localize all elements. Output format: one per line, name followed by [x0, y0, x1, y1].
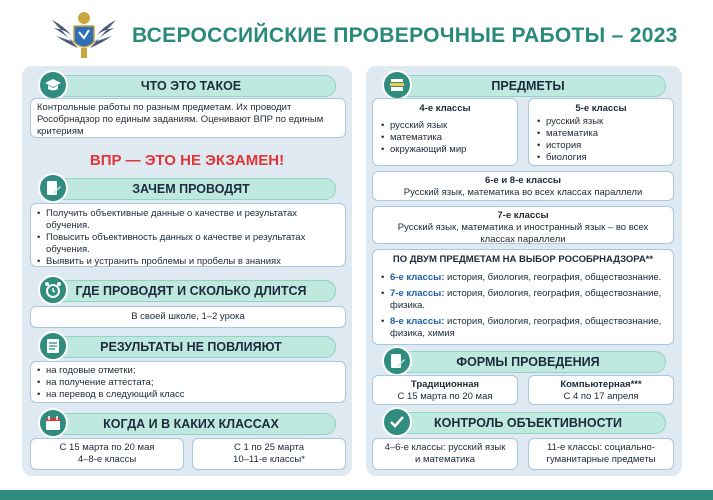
section-control-heading: КОНТРОЛЬ ОБЪЕКТИВНОСТИ: [390, 412, 666, 434]
section-where-text: В своей школе, 1–2 урока: [30, 306, 346, 328]
calendar-icon: [38, 408, 68, 438]
choice-grade: 6-е классы:: [390, 272, 445, 283]
choice-grade: 8-е классы:: [390, 316, 445, 327]
grade-4-box: [372, 98, 518, 166]
list-item: • на годовые отметки;: [37, 365, 339, 377]
left-panel: [22, 66, 352, 476]
list-item: • Выявить и устранить проблемы и пробелы в знаниях: [37, 256, 339, 268]
section-when-heading: КОГДА И В КАКИХ КЛАССАХ: [46, 413, 336, 435]
form-traditional-box: [372, 375, 518, 405]
form-dates: С 4 по 17 апреля: [563, 391, 639, 402]
list-item: • биология: [537, 152, 665, 164]
section-forms-heading: ФОРМЫ ПРОВЕДЕНИЯ: [390, 351, 666, 373]
grade-7-text: Русский язык, математика и иностранный язык – во всех классах параллели: [397, 222, 649, 245]
when-grades: 10–11-е классы*: [233, 454, 305, 465]
choice-row: [381, 272, 665, 284]
alarm-clock-icon: [38, 275, 68, 305]
eagle-emblem-logo: [48, 6, 120, 62]
form-title: Традиционная: [410, 379, 480, 390]
form-computer-box: [528, 375, 674, 405]
form-title: Компьютерная***: [560, 379, 642, 390]
section-what-heading: ЧТО ЭТО ТАКОЕ: [46, 75, 336, 97]
section-why-list: [30, 203, 346, 267]
choice-row: [381, 316, 665, 340]
grade-6-8-box: [372, 171, 674, 201]
not-an-exam-banner: ВПР — ЭТО НЕ ЭКЗАМЕН!: [89, 152, 285, 169]
choice-row: [381, 288, 665, 312]
list-item: • математика: [381, 132, 509, 144]
grade-6-8-text: Русский язык, математика во всех классах параллели: [403, 187, 643, 198]
section-what-text: Контрольные работы по разным предметам. Их проводит Рособрнадзор по единым заданиям. Оценивают ВПР по единым критериям: [30, 98, 346, 138]
list-item: • математика: [537, 128, 665, 140]
section-why-heading: ЗАЧЕМ ПРОВОДЯТ: [46, 178, 336, 200]
list-item: • Получить объективные данные о качестве и результатах обучения.: [37, 208, 339, 232]
grade-7-title: 7-е классы: [497, 210, 549, 221]
section-results-list: [30, 361, 346, 403]
list-item: • на получение аттестата;: [37, 377, 339, 389]
bottom-band: [0, 490, 713, 500]
grade-5-title: 5-е классы: [575, 103, 627, 114]
when-box-10-11: [192, 438, 346, 470]
when-grades: 4–8-е классы: [77, 454, 137, 465]
grade-5-box: [528, 98, 674, 166]
document-edit-icon: [382, 346, 412, 376]
choice-subjects: история, биология, география, обществознание, физика, химия: [390, 316, 662, 339]
checklist-icon: [38, 331, 68, 361]
when-box-4-8: [30, 438, 184, 470]
when-dates: С 1 по 25 марта: [233, 442, 305, 453]
when-dates: С 15 марта по 20 мая: [59, 442, 155, 453]
section-results-heading: РЕЗУЛЬТАТЫ НЕ ПОВЛИЯЮТ: [46, 336, 336, 358]
grade-7-box: [372, 206, 674, 244]
section-subjects-heading: ПРЕДМЕТЫ: [390, 75, 666, 97]
grade-6-8-title: 6-е и 8-е классы: [484, 175, 562, 186]
document-edit-icon: [38, 173, 68, 203]
choice-title: ПО ДВУМ ПРЕДМЕТАМ НА ВЫБОР РОСОБРНАДЗОРА**: [392, 254, 654, 265]
choice-subjects: история, биология, география, обществознание.: [444, 272, 662, 283]
list-item: • русский язык: [537, 116, 665, 128]
choice-grade: 7-е классы:: [390, 288, 445, 299]
control-box-4-6: 4–6-е классы: русский язык и математика: [372, 438, 518, 470]
graduation-cap-icon: [38, 70, 68, 100]
choice-subjects: история, биология, география, обществознание, физика.: [390, 288, 662, 311]
list-item: • на перевод в следующий класс: [37, 389, 339, 401]
books-icon: [382, 70, 412, 100]
right-panel: [366, 66, 682, 476]
list-item: • история: [537, 140, 665, 152]
control-box-11: 11-е классы: социально-гуманитарные предметы: [528, 438, 674, 470]
list-item: • русский язык: [381, 120, 509, 132]
grade-4-title: 4-е классы: [419, 103, 471, 114]
list-item: • Повысить объективность данных о качестве и результатах обучения.: [37, 232, 339, 256]
page-title: ВСЕРОССИЙСКИЕ ПРОВЕРОЧНЫЕ РАБОТЫ – 2023: [132, 24, 678, 47]
choice-subjects-box: [372, 249, 674, 345]
list-item: • окружающий мир: [381, 144, 509, 156]
checkmark-icon: [382, 407, 412, 437]
form-dates: С 15 марта по 20 мая: [397, 391, 493, 402]
section-where-heading: ГДЕ ПРОВОДЯТ И СКОЛЬКО ДЛИТСЯ: [46, 280, 336, 302]
